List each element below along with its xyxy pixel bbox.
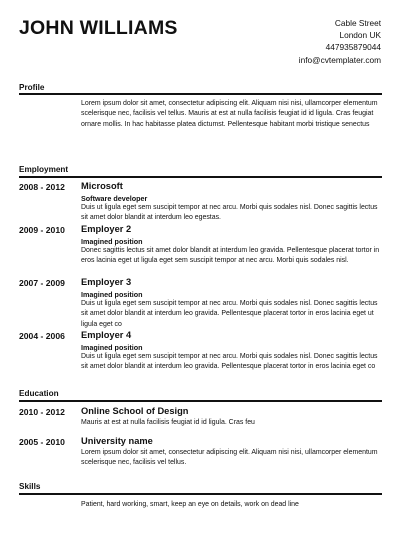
address-line2: London UK bbox=[339, 30, 381, 41]
section-divider-skills bbox=[19, 493, 382, 495]
job-position: Imagined position bbox=[81, 237, 143, 246]
education-description: Mauris at est at nulla facilisis feugiat id id ligula. Cras feu bbox=[81, 419, 255, 426]
job-description: Donec sagittis lectus sit amet dolor blandit at interdum leo gravida. Pellentesque placerat tortor in eros lacinia eget ut ligula eget sem suscipit tempor at nec arcu. Morbi quis sodales nisl. bbox=[81, 247, 380, 265]
employment-dates: 2008 - 2012 bbox=[19, 182, 65, 192]
section-title-education: Education bbox=[19, 389, 59, 398]
job-description: Duis ut ligula eget sem suscipit tempor at nec arcu. Morbi quis sodales nisl. Donec sagittis lectus sit amet dolor blandit at interdum leo egestas. bbox=[81, 204, 378, 222]
job-position: Imagined position bbox=[81, 343, 143, 352]
school-name: University name bbox=[81, 436, 153, 446]
education-description: Lorem ipsum dolor sit amet, consectetur adipiscing elit. Aliquam nisi nisi, ullamcorper elementum scelerisque nec, facilisis vel tellus. bbox=[81, 449, 378, 467]
skills-text: Patient, hard working, smart, keep an eye on details, work on dead line bbox=[81, 501, 299, 508]
resume-name: JOHN WILLIAMS bbox=[19, 17, 178, 39]
contact-block bbox=[299, 17, 381, 66]
school-name: Online School of Design bbox=[81, 406, 189, 416]
section-divider-profile bbox=[19, 93, 382, 95]
address-line1: Cable Street bbox=[334, 18, 381, 28]
section-title-employment: Employment bbox=[19, 165, 69, 174]
job-description: Duis ut ligula eget sem suscipit tempor at nec arcu. Morbi quis sodales nisl. Donec sagittis lectus sit amet dolor blandit at interdum leo gravida. Pellentesque placerat tortor in eros lacinia eget co bbox=[81, 353, 378, 371]
education-dates: 2005 - 2010 bbox=[19, 437, 65, 447]
employment-dates: 2004 - 2006 bbox=[19, 331, 65, 341]
profile-text: Lorem ipsum dolor sit amet, consectetur adipiscing elit. Aliquam nisi nisi, ullamcorper elementum scelerisque nec, facilisis vel tellus. Mauris at est at nulla facilisis feugiat id id ligula. Cras feugiat ornare mollis. In hac habitasse platea dictumst. Pellentesque habitant morbi tristique senectus bbox=[81, 100, 378, 128]
job-description: Duis ut ligula eget sem suscipit tempor at nec arcu. Morbi quis sodales nisl. Donec sagittis lectus sit amet dolor blandit at interdum leo gravida. Pellentesque placerat tortor in eros lacinia eget ut ligula eget co bbox=[81, 300, 378, 328]
employer-name: Microsoft bbox=[81, 181, 123, 191]
email-address: info@cvtemplater.com bbox=[298, 54, 381, 65]
employer-name: Employer 2 bbox=[81, 224, 132, 234]
employment-dates: 2007 - 2009 bbox=[19, 278, 65, 288]
section-divider-employment bbox=[19, 176, 382, 178]
phone-number: 447935879044 bbox=[325, 42, 381, 53]
section-title-profile: Profile bbox=[19, 83, 45, 92]
employer-name: Employer 4 bbox=[81, 330, 132, 340]
section-title-skills: Skills bbox=[19, 482, 41, 491]
employment-dates: 2009 - 2010 bbox=[19, 225, 65, 235]
education-dates: 2010 - 2012 bbox=[19, 407, 65, 417]
employer-name: Employer 3 bbox=[81, 277, 132, 287]
job-position: Imagined position bbox=[81, 290, 143, 299]
job-position: Software developer bbox=[81, 194, 148, 203]
section-divider-education bbox=[19, 400, 382, 402]
